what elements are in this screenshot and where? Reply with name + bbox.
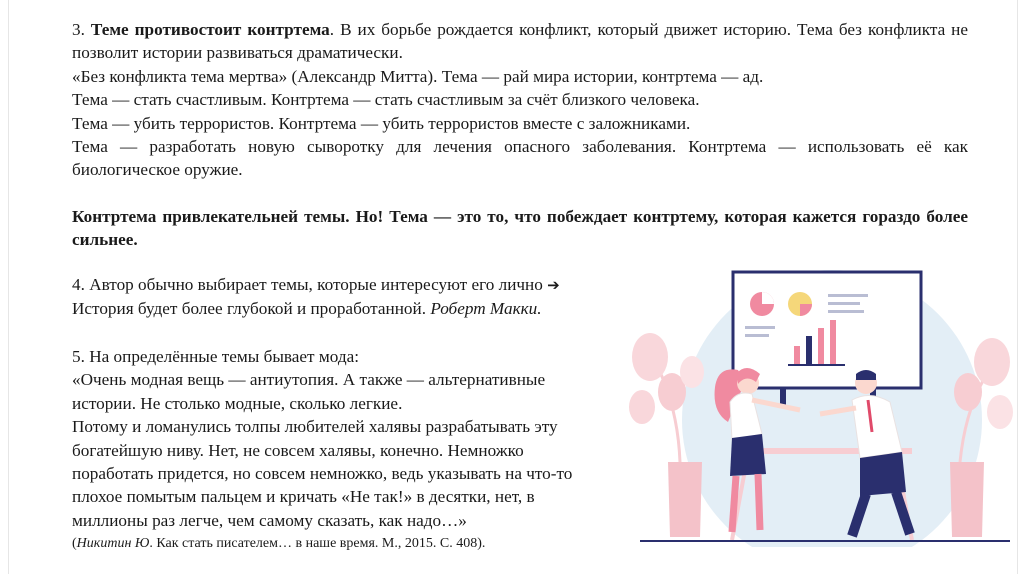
- quote-line-4: богатейшую ниву. Нет, не совсем халявы, конечно. Немножко: [72, 440, 524, 460]
- bar-icon: [830, 320, 836, 364]
- bar-icon: [794, 346, 800, 364]
- example-happiness: Тема — стать счастливым. Контртема — стать счастливым за счёт близкого человека.: [72, 90, 700, 110]
- section-3-heading: Теме противостоит контртема: [90, 20, 330, 39]
- section-4-result: История будет более глубокой и проработанной.: [72, 299, 431, 319]
- bar-icon: [818, 328, 824, 364]
- quote-line-1: «Очень модная вещь — антиутопия. А также — альтернативные: [72, 370, 546, 390]
- section-5: [72, 345, 640, 554]
- section-4: [72, 273, 632, 321]
- quote-line-5: поработать придется, но совсем немножко, ведь указывать на что-то: [72, 464, 573, 484]
- section-4-author: Роберт Макки.: [430, 299, 542, 319]
- section-4-line1: [72, 273, 632, 297]
- quote-line-6: плохое помытым пальцем и кричать «Не так!» в десятки, нет, в: [72, 487, 535, 507]
- citation: (Никитин Ю. Как стать писателем… в наше время. М., 2015. С. 408).: [72, 536, 486, 552]
- bar-icon: [806, 336, 812, 364]
- quote-line-2: истории. Не столько модные, сколько легкие.: [72, 393, 403, 413]
- presentation-illustration: [620, 262, 1020, 547]
- presentation-board: [733, 272, 921, 408]
- section-3-text: . В их борьбе рождается конфликт, который движет историю. Тема без конфликта не позволит истории развиваться драматически.: [72, 20, 969, 63]
- example-terrorists: Тема — убить террористов. Контртема — убить террористов вместе с заложниками.: [72, 113, 691, 133]
- citation-source: . Как стать писателем… в наше время. М., 2015. С. 408).: [149, 536, 486, 552]
- example-serum: Тема — разработать новую сыворотку для лечения опасного заболевания. Контртема — использовать её как биологическое оружие.: [72, 137, 968, 180]
- arrow-right-icon: ➔: [547, 276, 560, 294]
- quote-line-3: Потому и ломанулись толпы любителей халявы разрабатывать эту: [72, 417, 558, 437]
- section-4-text: 4. Автор обычно выбирает темы, которые интересуют его лично: [72, 275, 543, 294]
- citation-author: Никитин Ю: [76, 536, 150, 552]
- mitta-quote: «Без конфликта тема мертва» (Александр Митта). Тема — рай мира истории, контртема — ад.: [72, 66, 764, 86]
- section-5-heading: 5. На определённые темы бывает мода:: [72, 347, 359, 366]
- section-3: [72, 18, 968, 182]
- bold-note: Контртема привлекательней темы. Но! Тема — это то, что побеждает контртему, которая кажется гораздо более сильнее.: [72, 207, 968, 250]
- section-4-line2: [72, 297, 632, 320]
- quote-line-7: миллионы раз легче, чем самому сказать, как надо…»: [72, 510, 467, 530]
- section-3-number: 3.: [72, 20, 91, 39]
